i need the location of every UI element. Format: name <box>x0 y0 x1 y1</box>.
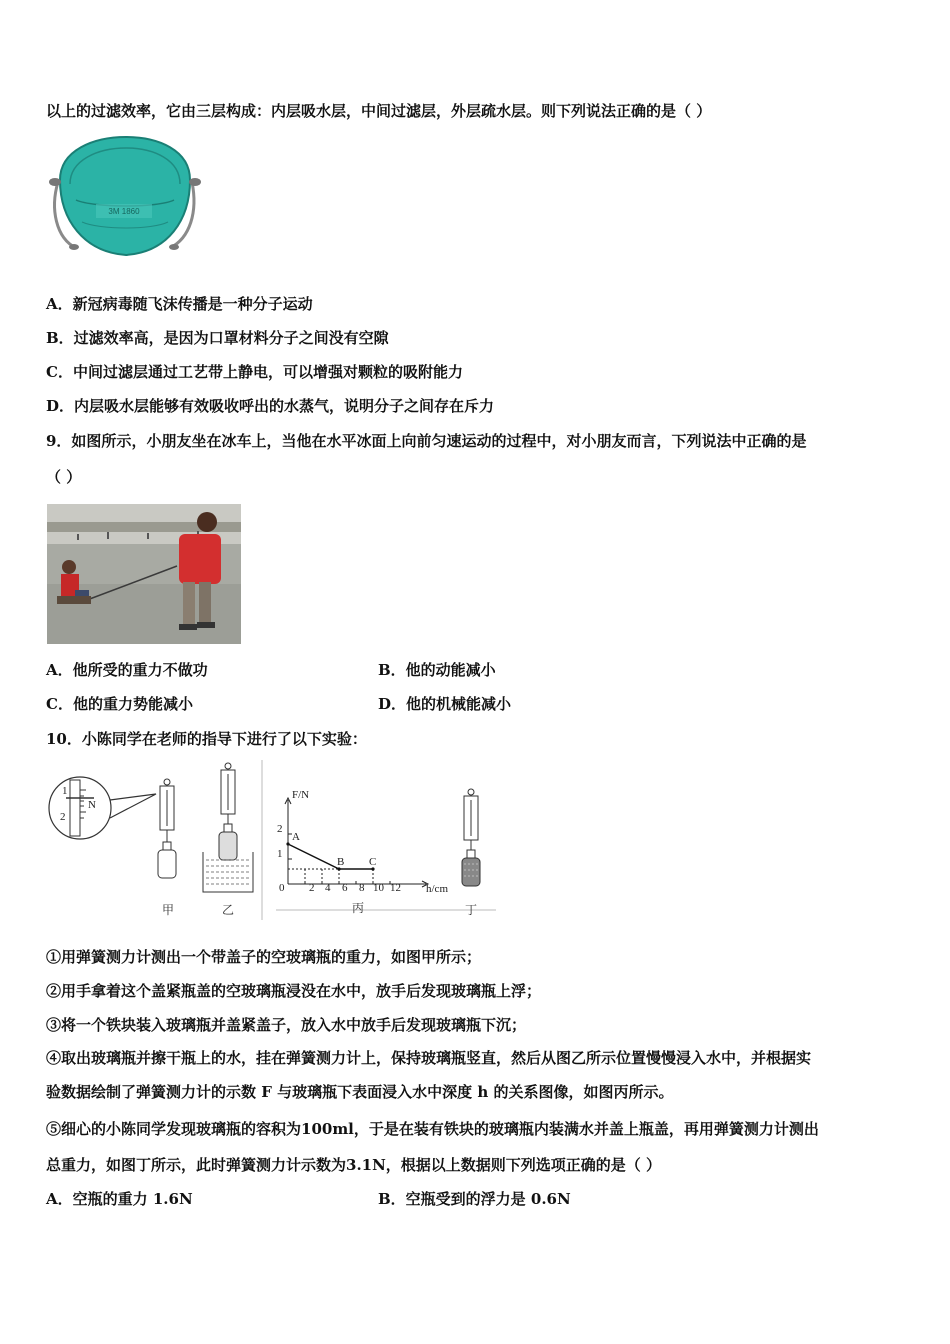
graph-point-label-a: A <box>292 831 300 843</box>
q8-option-a: A．新冠病毒随飞沫传播是一种分子运动 <box>46 295 313 313</box>
graph-xtick-8: 8 <box>359 882 365 894</box>
figure-yi <box>203 763 253 917</box>
q9-option-d: D．他的机械能减小 <box>378 695 512 713</box>
graph-xtick-0: 0 <box>279 882 285 894</box>
q8-option-d: D．内层吸水层能够有效吸收呼出的水蒸气，说明分子之间存在斥力 <box>46 397 495 415</box>
q9-option-c: C．他的重力势能减小 <box>46 695 193 713</box>
q10-step-5b: 总重力，如图丁所示，此时弹簧测力计示数为3.1N，根据以上数据则下列选项正确的是（ ） <box>46 1156 662 1174</box>
q10-step-1: ①用弹簧测力计测出一个带盖子的空玻璃瓶的重力，如图甲所示； <box>46 948 482 966</box>
mask-print-text: 3M 1860 <box>108 207 140 216</box>
graph-xtick-12: 12 <box>390 882 401 894</box>
q10-step-4b: 验数据绘制了弹簧测力计的示数 F 与玻璃瓶下表面浸入水中深度 h 的关系图像，如图丙所示。 <box>46 1083 674 1101</box>
graph-point-label-b: B <box>337 856 345 868</box>
q10-step-3: ③将一个铁块装入玻璃瓶并盖紧盖子，放入水中放手后发现玻璃瓶下沉； <box>46 1016 527 1034</box>
graph-xtick-2: 2 <box>309 882 315 894</box>
graph-xtick-4: 4 <box>325 882 331 894</box>
q8-stem: 以上的过滤效率，它由三层构成：内层吸水层，中间过滤层，外层疏水层。则下列说法正确的是（ ） <box>46 102 712 120</box>
scale-label-2: 2 <box>60 811 66 823</box>
q8-option-b: B．过滤效率高，是因为口罩材料分子之间没有空隙 <box>46 329 389 347</box>
q9-paren: （ ） <box>46 468 82 486</box>
q9-option-a: A．他所受的重力不做功 <box>46 661 208 679</box>
graph-ylabel: F/N <box>292 789 310 801</box>
q10-step-2: ②用手拿着这个盖紧瓶盖的空玻璃瓶浸没在水中，放手后发现玻璃瓶上浮； <box>46 982 542 1000</box>
q10-step-5a: ⑤细心的小陈同学发现玻璃瓶的容积为100ml，于是在装有铁块的玻璃瓶内装满水并盖上瓶盖，再用弹簧测力计测出 <box>46 1120 819 1138</box>
caption-bing: 丙 <box>352 901 365 915</box>
graph-series-line <box>288 844 373 869</box>
q8-option-c: C．中间过滤层通过工艺带上静电，可以增强对颗粒的吸附能力 <box>46 363 463 381</box>
q10-stem: 10．小陈同学在老师的指导下进行了以下实验： <box>46 730 367 748</box>
scale-label-1: 1 <box>62 785 68 797</box>
ice-sled-photo <box>47 504 241 644</box>
scale-label-n: N <box>88 799 96 811</box>
graph-xlabel: h/cm <box>426 883 448 895</box>
caption-ding: 丁 <box>465 903 478 917</box>
graph-xtick-10: 10 <box>373 882 384 894</box>
graph-ytick-2: 2 <box>277 823 283 835</box>
figure-jia <box>49 777 176 917</box>
q10-option-b: B．空瓶受到的浮力是 0.6N <box>378 1190 571 1208</box>
figure-ding <box>462 789 480 917</box>
q10-step-4a: ④取出玻璃瓶并擦干瓶上的水，挂在弹簧测力计上，保持玻璃瓶竖直，然后从图乙所示位置慢慢浸入水中，并根据实 <box>46 1049 812 1067</box>
mask-image <box>46 134 202 259</box>
graph-ytick-1: 1 <box>277 848 283 860</box>
q10-figure <box>46 760 506 922</box>
caption-jia: 甲 <box>162 903 175 917</box>
figure-bing-graph <box>276 789 496 915</box>
caption-yi: 乙 <box>222 903 235 917</box>
graph-xtick-6: 6 <box>342 882 348 894</box>
q9-stem: 9．如图所示，小朋友坐在冰车上，当他在水平冰面上向前匀速运动的过程中，对小朋友而言，下列说法中正确的是 <box>46 432 807 450</box>
graph-point-label-c: C <box>369 856 377 868</box>
q9-option-b: B．他的动能减小 <box>378 661 496 679</box>
graph-data-point <box>286 842 289 845</box>
q10-option-a: A．空瓶的重力 1.6N <box>46 1190 193 1208</box>
